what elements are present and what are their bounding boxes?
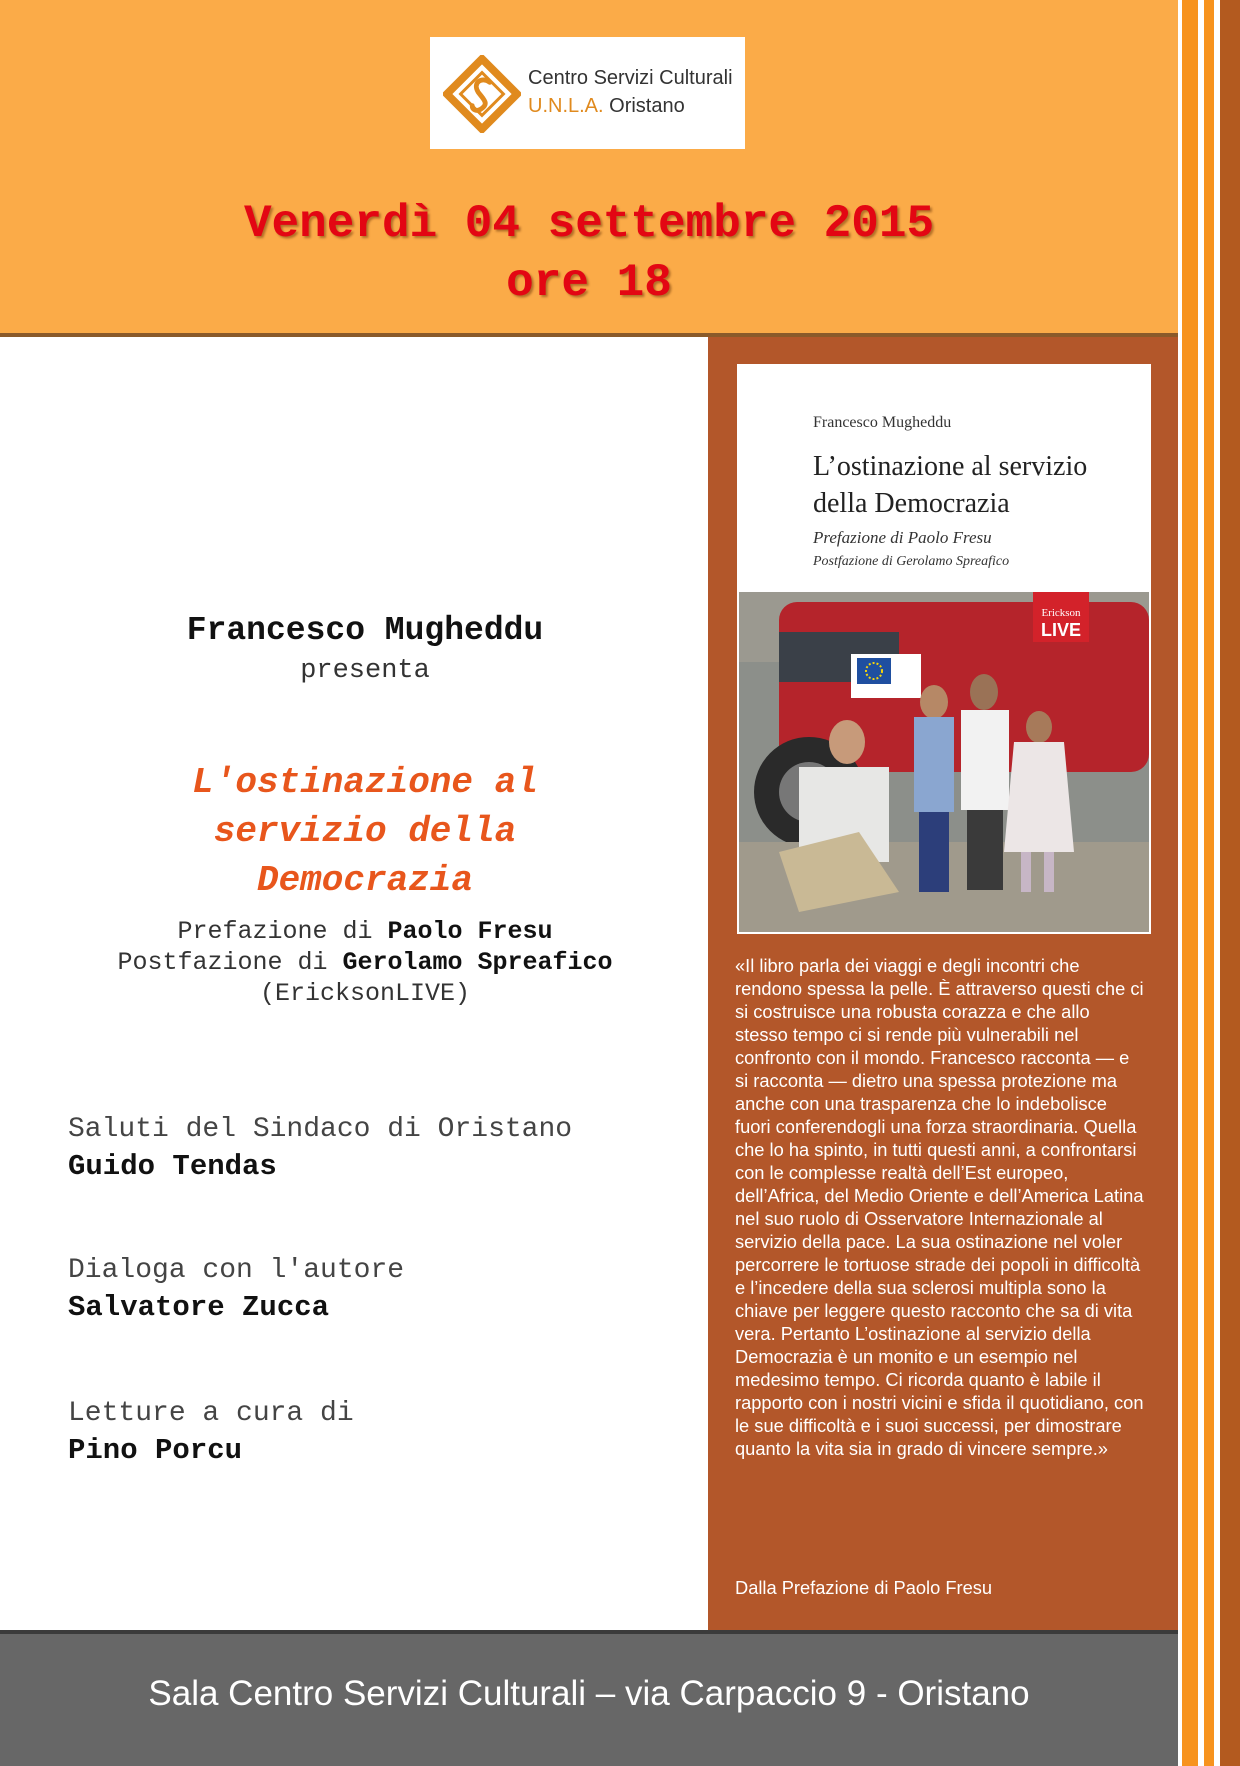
- venue-address: Sala Centro Servizi Culturali – via Carpaccio 9 - Oristano: [148, 1674, 1030, 1713]
- cover-author: Francesco Mugheddu: [813, 414, 952, 431]
- side-stripe: [1182, 0, 1198, 1766]
- speaker-name: Pino Porcu: [68, 1434, 243, 1467]
- header-band: [0, 0, 1178, 337]
- organizer-acronym: U.N.L.A.: [528, 95, 604, 117]
- book-title: L'ostinazione al servizio della Democrazia: [192, 762, 538, 901]
- preface-name: Paolo Fresu: [387, 917, 553, 946]
- cover-preface: Prefazione di Paolo Fresu: [813, 528, 992, 547]
- book-cover: [737, 364, 1151, 934]
- preface-credit: [80, 916, 650, 947]
- speaker-role: Dialoga con l'autore: [68, 1255, 405, 1286]
- event-time: ore 18: [506, 257, 672, 309]
- presents-label: presenta: [300, 656, 430, 686]
- cover-badge-bottom: LIVE: [1040, 620, 1082, 640]
- book-quote: «Il libro parla dei viaggi e degli incontri che rendono spessa la pelle. È attraverso questi che ci si costruisce una robusta corazza e che allo stesso tempo ci si rende più vulnerabili nel confronto con il mondo. Francesco racconta — e si racconta — dietro una spessa protezione ma anche con una trasparenza che lo indebolisce fuori conferendogli una forza straordinaria. Quella che lo ha spinto, in tutti questi anni, a confrontarsi con le complesse realtà dell’Est europeo, dell’Africa, del Medio Oriente e dell’America Latina nel suo ruolo di Osservatore Internazionale al servizio della pace. La sua ostinazione nel voler percorrere le tortuose strade dei popoli in difficoltà e l’incedere della sua sclerosi multipla sono la chiave per leggere questo racconto che sa di vita vera. Pertanto L’ostinazione al servizio della Democrazia è un monito e un esempio nel medesimo tempo. Ci ricorda quanto è labile il rapporto con i nostri vicini e sfida il quotidiano, con le sue difficoltà e i suoi successi, per dimostrare quanto la vita sia in grado di vincere sempre.»: [735, 955, 1144, 1459]
- cover-badge-top: Erickson: [1041, 607, 1081, 619]
- event-date: Venerdì 04 settembre 2015: [243, 198, 935, 250]
- organizer-subtitle: [528, 95, 685, 118]
- organizer-city: Oristano: [603, 95, 685, 117]
- speaker-role: Letture a cura di: [68, 1398, 354, 1429]
- cover-photo: [739, 592, 1149, 932]
- speaker-name: Guido Tendas: [68, 1150, 277, 1183]
- cover-postface: Postfazione di Gerolamo Spreafico: [813, 554, 1010, 569]
- speaker-role: Saluti del Sindaco di Oristano: [68, 1114, 573, 1145]
- postface-name: Gerolamo Spreafico: [342, 948, 613, 977]
- cover-title-line: L’ostinazione al servizio: [813, 451, 1088, 482]
- quote-source: Dalla Prefazione di Paolo Fresu: [735, 1577, 993, 1598]
- organizer-logo: [430, 37, 745, 149]
- publisher: (EricksonLIVE): [259, 979, 471, 1008]
- cover-title-line: della Democrazia: [813, 488, 1010, 519]
- side-stripe: [1220, 0, 1240, 1766]
- postface-credit: [80, 947, 650, 978]
- speaker-name: Salvatore Zucca: [68, 1291, 330, 1324]
- unla-logo-icon: [443, 55, 521, 133]
- side-stripe: [1204, 0, 1214, 1766]
- postface-label: Postfazione di: [117, 948, 328, 977]
- preface-label: Prefazione di: [177, 917, 373, 946]
- organizer-name: Centro Servizi Culturali: [528, 67, 733, 89]
- author-name: Francesco Mugheddu: [186, 612, 544, 649]
- cover-title: [813, 448, 1087, 522]
- book-credits: [80, 916, 650, 1009]
